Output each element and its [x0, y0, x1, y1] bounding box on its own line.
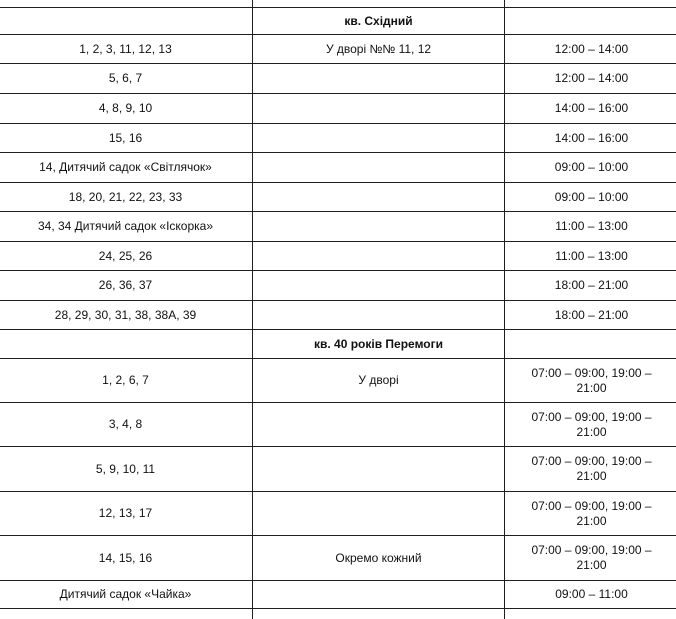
table-row [0, 447, 676, 492]
houses-cell: 14, Дитячий садок «Світлячок» [0, 153, 253, 183]
table-row [0, 242, 676, 271]
place-cell [253, 242, 505, 271]
time-cell: 09:00 – 10:00 [505, 183, 676, 212]
time-text: 07:00 – 09:00, 19:00 – 21:00 [531, 543, 652, 572]
place-cell: Окремо кожний [253, 536, 505, 581]
table-row [0, 212, 676, 242]
houses-cell: 1, 2, 3, 11, 12, 13 [0, 35, 253, 64]
place-cell [253, 271, 505, 301]
place-cell [253, 94, 505, 124]
place-cell [253, 581, 505, 609]
houses-cell: 5, 9, 10, 11 [0, 447, 253, 492]
time-cell [505, 536, 676, 581]
time-cell: 12:00 – 14:00 [505, 64, 676, 94]
section-header-row [0, 330, 676, 359]
table-row [0, 94, 676, 124]
time-cell: 18:00 – 21:00 [505, 271, 676, 301]
table-row [0, 183, 676, 212]
time-cell: 12:00 – 14:00 [505, 35, 676, 64]
time-cell: 09:00 – 11:00 [505, 581, 676, 609]
table-row [0, 271, 676, 301]
time-text: 07:00 – 09:00, 19:00 – 21:00 [531, 498, 652, 528]
houses-cell: 4, 8, 9, 10 [0, 94, 253, 124]
houses-cell: 15, 16 [0, 124, 253, 153]
time-cell: 18:00 – 21:00 [505, 301, 676, 330]
time-cell: 11:00 – 13:00 [505, 242, 676, 271]
time-cell: 09:00 – 10:00 [505, 153, 676, 183]
section-title: кв. Східний [253, 8, 505, 35]
table-row-top-partial [0, 0, 676, 8]
houses-cell: 24, 25, 26 [0, 242, 253, 271]
place-cell [253, 153, 505, 183]
time-text: 07:00 – 09:00, 19:00 – 21:00 [531, 409, 652, 439]
houses-cell: Дитячий садок «Чайка» [0, 581, 253, 609]
table-row [0, 301, 676, 330]
section-header-row [0, 8, 676, 35]
table-row [0, 153, 676, 183]
houses-cell: 5, 6, 7 [0, 64, 253, 94]
table-row [0, 403, 676, 447]
time-cell [505, 492, 676, 536]
houses-cell: 1, 2, 6, 7 [0, 359, 253, 403]
table-row [0, 492, 676, 536]
table-row [0, 581, 676, 609]
table-row-bottom-partial [0, 609, 676, 619]
houses-cell: 3, 4, 8 [0, 403, 253, 447]
place-cell [253, 447, 505, 492]
place-cell: У дворі [253, 359, 505, 403]
table-row [0, 536, 676, 581]
time-cell [505, 359, 676, 403]
time-cell [505, 403, 676, 447]
place-cell [253, 403, 505, 447]
table-row [0, 35, 676, 64]
houses-cell: 14, 15, 16 [0, 536, 253, 581]
houses-cell: 28, 29, 30, 31, 38, 38А, 39 [0, 301, 253, 330]
time-text: 07:00 – 09:00, 19:00 – 21:00 [531, 365, 652, 395]
time-cell: 14:00 – 16:00 [505, 124, 676, 153]
houses-cell: 12, 13, 17 [0, 492, 253, 536]
place-cell [253, 301, 505, 330]
place-cell [253, 124, 505, 153]
houses-cell: 26, 36, 37 [0, 271, 253, 301]
place-cell [253, 212, 505, 242]
table-row [0, 64, 676, 94]
place-cell [253, 492, 505, 536]
place-cell: У дворі №№ 11, 12 [253, 35, 505, 64]
table-row [0, 124, 676, 153]
houses-cell: 18, 20, 21, 22, 23, 33 [0, 183, 253, 212]
place-cell [253, 64, 505, 94]
time-cell: 14:00 – 16:00 [505, 94, 676, 124]
houses-cell: 34, 34 Дитячий садок «Іскорка» [0, 212, 253, 242]
section-title: кв. 40 років Перемоги [253, 330, 505, 359]
time-cell: 11:00 – 13:00 [505, 212, 676, 242]
place-cell [253, 183, 505, 212]
time-cell [505, 447, 676, 492]
table-row [0, 359, 676, 403]
time-text: 07:00 – 09:00, 19:00 – 21:00 [531, 454, 652, 483]
